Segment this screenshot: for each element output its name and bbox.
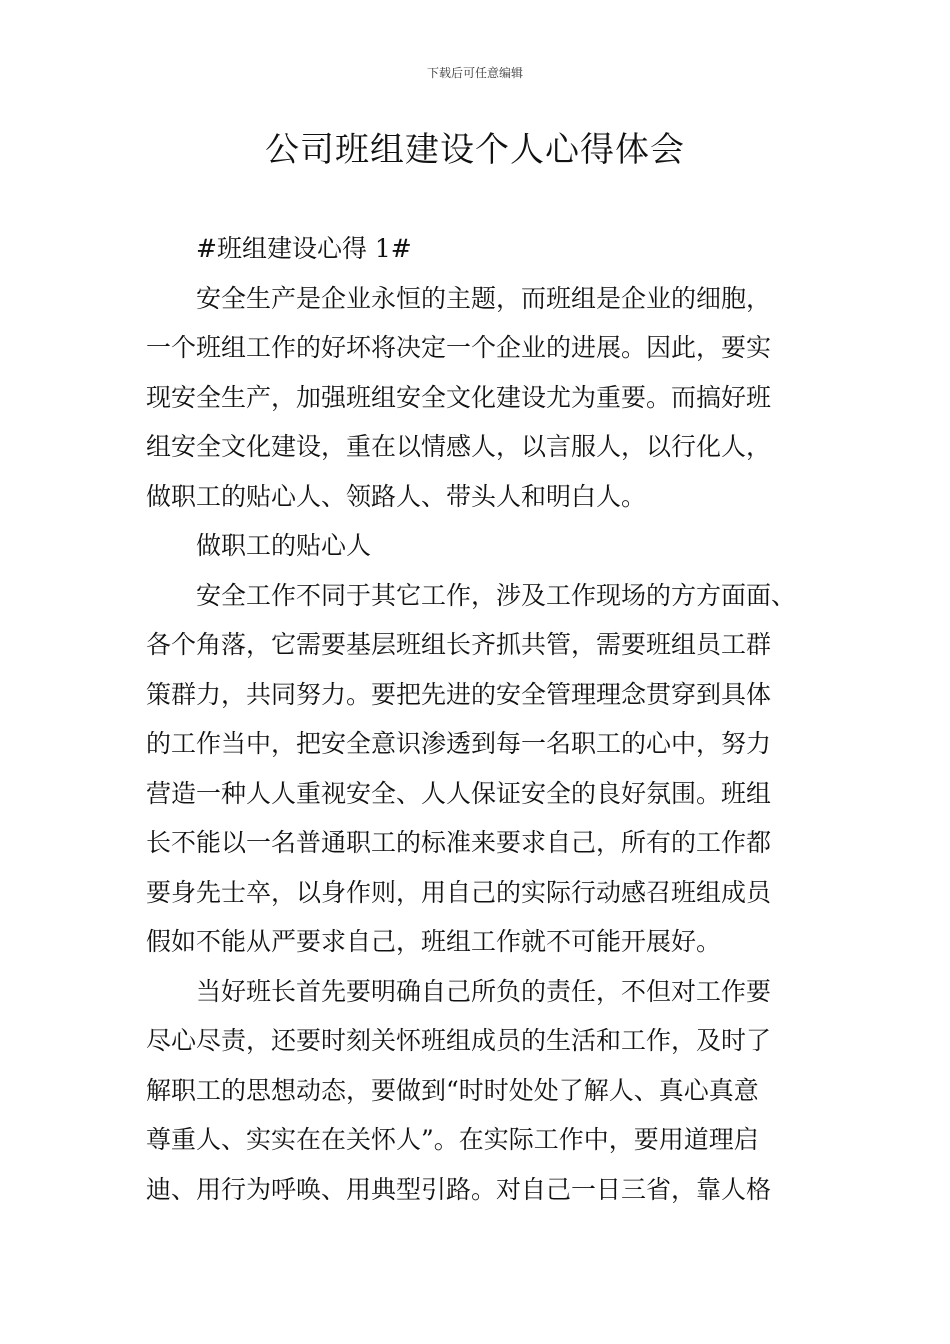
text-line: 尊重人、实实在在关怀人”。在实际工作中，要用道理启: [146, 1125, 759, 1154]
header-note: 下载后可任意编辑: [426, 66, 523, 80]
text-line: 营造一种人人重视安全、人人保证安全的良好氛围。班组: [146, 778, 772, 808]
document-body: [146, 224, 818, 1214]
text-line: 尽心尽责，还要时刻关怀班组成员的生活和工作，及时了: [146, 1026, 772, 1055]
text-line: 安全工作不同于其它工作，涉及工作现场的方方面面、: [196, 580, 797, 610]
text-line: 迪、用行为呼唤、用典型引路。对自己一日三省，靠人格: [146, 1174, 772, 1204]
text-line: 策群力，共同努力。要把先进的安全管理理念贯穿到具体: [146, 679, 772, 709]
text-line: 要身先士卒，以身作则，用自己的实际行动感召班组成员: [146, 877, 772, 907]
text-line: 组安全文化建设，重在以情感人，以言服人，以行化人，: [146, 432, 772, 461]
text-line: 假如不能从严要求自己，班组工作就不可能开展好。: [146, 927, 722, 956]
text-line: 安全生产是企业永恒的主题，而班组是企业的细胞，: [196, 283, 772, 313]
document-title: 公司班组建设个人心得体会: [265, 130, 685, 170]
text-line: 现安全生产，加强班组安全文化建设尤为重要。而搞好班: [146, 382, 772, 412]
text-line: 一个班组工作的好坏将决定一个企业的进展。因此，要实: [146, 333, 772, 362]
text-line: 做职工的贴心人、领路人、带头人和明白人。: [146, 481, 647, 511]
text-line: 当好班长首先要明确自己所负的责任，不但对工作要: [196, 976, 772, 1006]
text-line: 做职工的贴心人: [196, 531, 372, 560]
text-line: 解职工的思想动态，要做到“时时处处了解人、真心真意: [146, 1075, 759, 1105]
text-line: 各个角落，它需要基层班组长齐抓共管，需要班组员工群: [146, 630, 772, 659]
text-line: 的工作当中，把安全意识渗透到每一名职工的心中，努力: [146, 729, 772, 758]
text-line: 长不能以一名普通职工的标准来要求自己，所有的工作都: [146, 828, 772, 857]
text-line: #班组建设心得 1#: [196, 234, 412, 263]
